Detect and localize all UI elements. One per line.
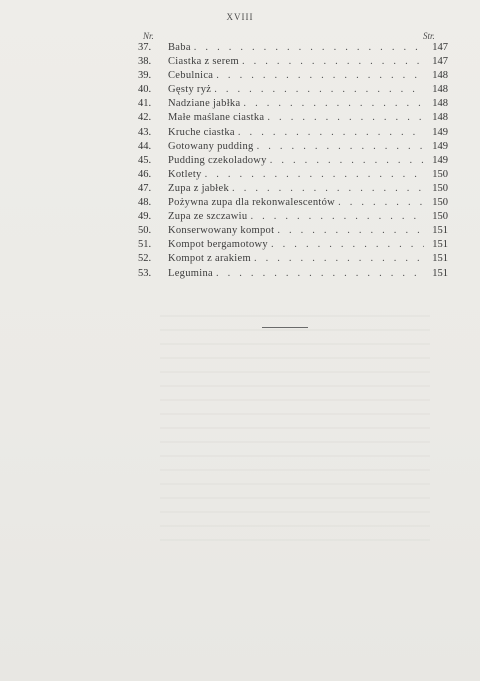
entry-number: 52. (138, 253, 152, 265)
dot-leader (274, 224, 424, 238)
dot-leader (239, 55, 424, 69)
entry-page: 149 (432, 126, 448, 138)
toc-entry (138, 196, 448, 210)
entry-number: 43. (138, 126, 152, 138)
entry-title: Kruche ciastka (168, 126, 235, 138)
toc-entry (138, 168, 448, 182)
dot-leader (235, 126, 424, 140)
entry-number: 38. (138, 56, 152, 68)
entry-title: Gęsty ryż (168, 84, 212, 96)
entry-number: 42. (138, 112, 152, 124)
toc-entry (138, 210, 448, 224)
toc-entry (138, 238, 448, 252)
toc-entry (138, 55, 448, 69)
entry-page: 151 (432, 225, 448, 237)
entry-page: 150 (432, 197, 448, 209)
entry-title: Zupa z jabłek (168, 182, 230, 194)
entry-number: 41. (138, 98, 152, 110)
dot-leader (202, 168, 424, 182)
dot-leader (191, 41, 424, 55)
entry-title: Cebulnica (168, 70, 214, 82)
entry-number: 53. (138, 267, 152, 279)
entry-page: 148 (432, 84, 448, 96)
dot-leader (213, 69, 424, 83)
entry-number: 49. (138, 211, 152, 223)
toc-entry (138, 140, 448, 154)
entry-title: Ciastka z serem (168, 56, 239, 68)
toc-entry (138, 83, 448, 97)
entry-number: 47. (138, 182, 152, 194)
toc-entry (138, 97, 448, 111)
toc-entry (138, 267, 448, 281)
entry-page: 149 (432, 154, 448, 166)
dot-leader (213, 267, 424, 281)
entry-page: 148 (432, 112, 448, 124)
toc-entry (138, 252, 448, 266)
toc-entry (138, 224, 448, 238)
toc-entry (138, 154, 448, 168)
entry-number: 50. (138, 225, 152, 237)
dot-leader (254, 140, 424, 154)
entry-page: 151 (432, 253, 448, 265)
entry-title: Kompot bergamotowy (168, 239, 268, 251)
dot-leader (267, 154, 424, 168)
page-column-label: Str. (423, 31, 435, 41)
dot-leader (264, 111, 424, 125)
dot-leader (211, 83, 424, 97)
entry-number: 46. (138, 168, 152, 180)
toc-entry (138, 111, 448, 125)
toc-entry (138, 41, 448, 55)
entry-number: 45. (138, 154, 152, 166)
dot-leader (251, 252, 424, 266)
entry-number: 44. (138, 140, 152, 152)
entry-number: 51. (138, 239, 152, 251)
entry-page: 150 (432, 211, 448, 223)
entry-page: 151 (432, 267, 448, 279)
entry-title: Baba (168, 42, 191, 53)
dot-leader (268, 238, 424, 252)
entry-title: Konserwowany kompot (168, 225, 275, 237)
entry-page: 150 (432, 168, 448, 180)
entry-title: Zupa ze szczawiu (168, 211, 248, 223)
entry-page: 151 (432, 239, 448, 251)
entry-title: Pożywna zupa dla rekonwalescentów (168, 197, 336, 209)
dot-leader (247, 210, 424, 224)
table-of-contents (138, 41, 448, 281)
entry-title: Kompot z arakiem (168, 253, 251, 265)
entry-page: 148 (432, 98, 448, 110)
entry-number: 39. (138, 70, 152, 82)
dot-leader (240, 97, 424, 111)
toc-entry (138, 69, 448, 83)
entry-title: Pudding czekoladowy (168, 154, 267, 166)
number-column-label: Nr. (143, 31, 154, 41)
dot-leader (335, 196, 424, 210)
entry-title: Kotlety (168, 168, 202, 180)
entry-title: Małe maślane ciastka (168, 112, 265, 124)
entry-page: 149 (432, 140, 448, 152)
section-divider (262, 327, 308, 328)
toc-entry (138, 126, 448, 140)
dot-leader (229, 182, 424, 196)
toc-entry (138, 182, 448, 196)
entry-page: 147 (432, 56, 448, 68)
entry-page: 150 (432, 182, 448, 194)
entry-title: Gotowany pudding (168, 140, 254, 152)
entry-title: Legumina (168, 267, 213, 279)
entry-number: 40. (138, 84, 152, 96)
entry-page: 147 (432, 42, 448, 53)
entry-number: 37. (138, 42, 152, 53)
entry-title: Nadziane jabłka (168, 98, 241, 110)
page-numeral: XVIII (226, 12, 254, 22)
entry-number: 48. (138, 197, 152, 209)
entry-page: 148 (432, 70, 448, 82)
